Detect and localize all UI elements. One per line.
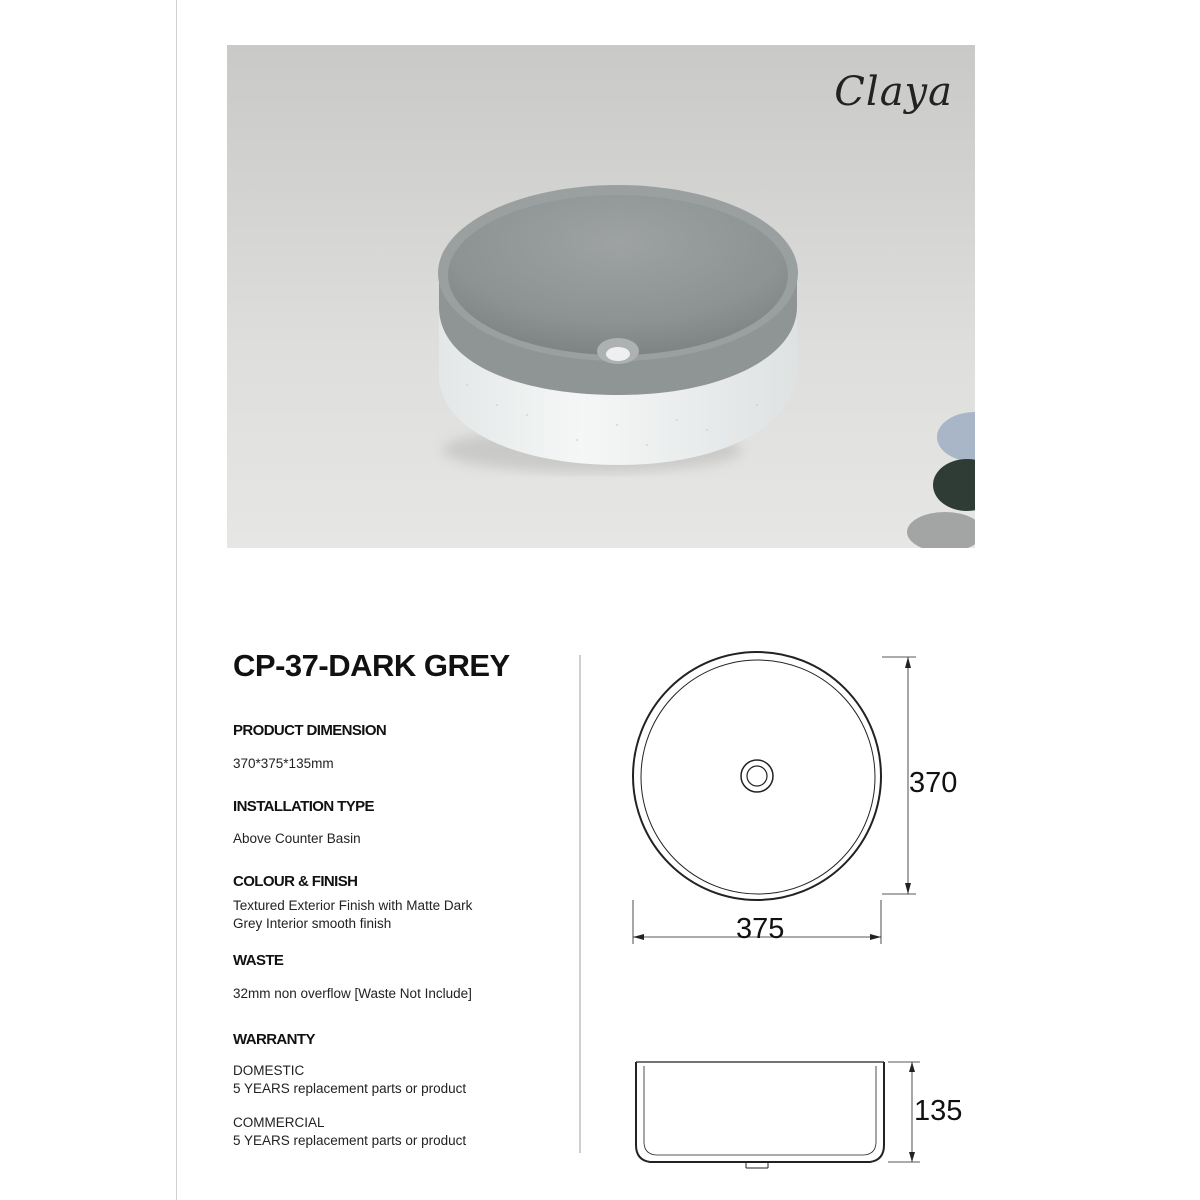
spec-value-waste: 32mm non overflow [Waste Not Include] (233, 986, 472, 1001)
dim-label-135: 135 (914, 1095, 963, 1127)
warranty-commercial-value: 5 YEARS replacement parts or product (233, 1133, 467, 1148)
warranty-commercial-label: COMMERCIAL (233, 1115, 325, 1130)
swatch-grey (907, 512, 975, 548)
basin-photo-illustration (227, 45, 975, 548)
spec-value-dimension: 370*375*135mm (233, 756, 334, 771)
basin-interior (448, 195, 788, 355)
product-photo (227, 45, 975, 548)
page-margin-rule (176, 0, 177, 1200)
brand-logo: Claya (834, 69, 953, 115)
dim-label-375: 375 (736, 913, 785, 945)
technical-drawing (600, 640, 980, 1180)
product-title: CP-37-DARK GREY (233, 648, 510, 683)
swatch-blue (937, 412, 975, 462)
spec-heading-waste: WASTE (233, 952, 284, 969)
spec-heading-warranty: WARRANTY (233, 1031, 315, 1048)
column-divider (579, 655, 581, 1153)
swatch-green (933, 459, 975, 511)
dim-label-370: 370 (909, 767, 958, 799)
warranty-domestic-value: 5 YEARS replacement parts or product (233, 1081, 467, 1096)
spec-heading-colour: COLOUR & FINISH (233, 873, 358, 890)
side-view (636, 1062, 920, 1168)
spec-heading-dimension: PRODUCT DIMENSION (233, 722, 387, 739)
spec-value-colour: Textured Exterior Finish with Matte Dark Grey Interior smooth finish (233, 898, 473, 931)
top-view (633, 652, 916, 944)
warranty-domestic-label: DOMESTIC (233, 1063, 305, 1078)
spec-heading-installation: INSTALLATION TYPE (233, 798, 374, 815)
spec-value-installation: Above Counter Basin (233, 831, 361, 846)
